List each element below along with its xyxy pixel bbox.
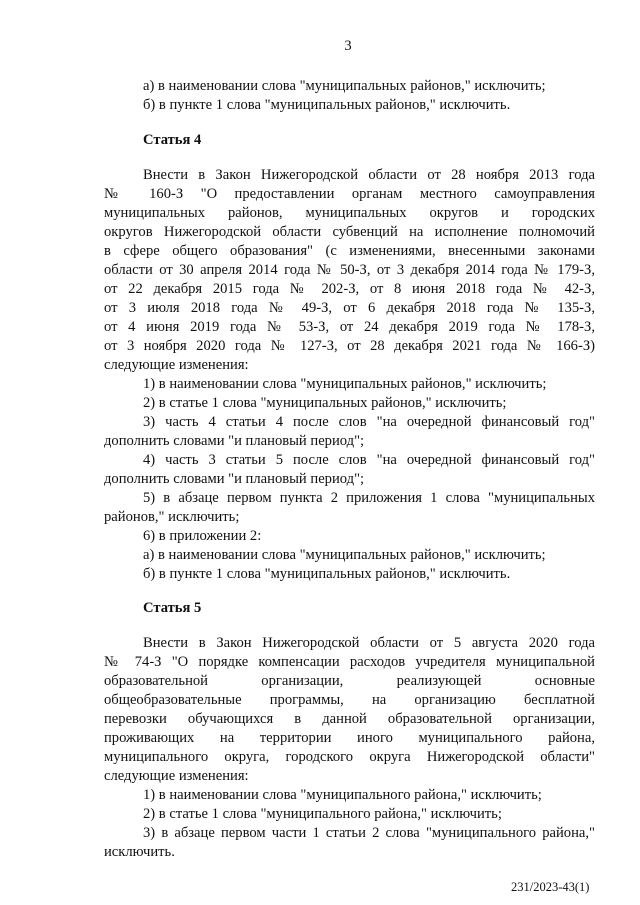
article-4-item: 5) в абзаце первом пункта 2 приложения 1 слова "муниципальных bbox=[143, 490, 595, 506]
article-4-heading: Статья 4 bbox=[143, 132, 202, 148]
article-4-paragraph-line: от 3 июля 2018 года № 49-З, от 6 декабря 2018 года № 135-З, bbox=[104, 300, 595, 316]
article-5-paragraph-line: муниципального округа, городского округа Нижегородской области" bbox=[104, 749, 595, 765]
article-5-item: 2) в статье 1 слова "муниципального района," исключить; bbox=[143, 806, 502, 822]
article-4-item: 1) в наименовании слова "муниципальных районов," исключить; bbox=[143, 376, 547, 392]
article-4-paragraph-line: № 160-З "О предоставлении органам местного самоуправления bbox=[104, 186, 595, 202]
article-5-paragraph-line: № 74-З "О порядке компенсации расходов учредителя муниципальной bbox=[104, 654, 595, 670]
article-5-paragraph-line: общеобразовательные программы, на организацию бесплатной bbox=[104, 692, 595, 708]
article-4-item: дополнить словами "и плановый период"; bbox=[104, 471, 365, 487]
article-4-item: дополнить словами "и плановый период"; bbox=[104, 433, 365, 449]
article-4-item: 4) часть 3 статьи 5 после слов "на очередной финансовый год" bbox=[143, 452, 595, 468]
article-4-paragraph-line: области от 30 апреля 2014 года № 50-З, от 3 декабря 2014 года № 179-З, bbox=[104, 262, 595, 278]
article-4-item: 6) в приложении 2: bbox=[143, 528, 262, 544]
page-number: 3 bbox=[344, 38, 352, 54]
article-5-paragraph-line: перевозки обучающихся в данной образовательной организации, bbox=[104, 711, 595, 727]
article-4-item: районов," исключить; bbox=[104, 509, 240, 525]
article-4-item: б) в пункте 1 слова "муниципальных районов," исключить. bbox=[143, 566, 511, 582]
article-5-heading: Статья 5 bbox=[143, 600, 202, 616]
article-5-item: 1) в наименовании слова "муниципального района," исключить; bbox=[143, 787, 542, 803]
article-5-item: исключить. bbox=[104, 844, 175, 860]
article-4-item: 3) часть 4 статьи 4 после слов "на очередной финансовый год" bbox=[143, 414, 595, 430]
article-4-paragraph-line: муниципальных районов, муниципальных округов и городских bbox=[104, 205, 595, 221]
article-4-paragraph-line: от 4 июня 2019 года № 53-З, от 24 декабря 2019 года № 178-З, bbox=[104, 319, 595, 335]
intro-line: б) в пункте 1 слова "муниципальных районов," исключить. bbox=[143, 97, 511, 113]
article-4-paragraph-line: в сфере общего образования" (с изменениями, внесенными законами bbox=[104, 243, 595, 259]
article-5-paragraph-line: следующие изменения: bbox=[104, 768, 249, 784]
article-4-paragraph-line: Внести в Закон Нижегородской области от 28 ноября 2013 года bbox=[143, 167, 595, 183]
article-4-paragraph-line: округов Нижегородской области субвенций на исполнение полномочий bbox=[104, 224, 595, 240]
article-5-item: 3) в абзаце первом части 1 статьи 2 слова "муниципального района," bbox=[143, 825, 595, 841]
article-5-paragraph-line: проживающих на территории иного муниципального района, bbox=[104, 730, 595, 746]
article-4-item: 2) в статье 1 слова "муниципальных районов," исключить; bbox=[143, 395, 507, 411]
article-5-paragraph-line: Внести в Закон Нижегородской области от 5 августа 2020 года bbox=[143, 635, 595, 651]
article-5-paragraph-line: образовательной организации, реализующей основные bbox=[104, 673, 595, 689]
article-4-paragraph-line: от 3 ноября 2020 года № 127-З, от 28 декабря 2021 года № 166-З) bbox=[104, 338, 595, 354]
article-4-item: а) в наименовании слова "муниципальных районов," исключить; bbox=[143, 547, 546, 563]
article-4-paragraph-line: от 22 декабря 2015 года № 202-З, от 8 июня 2018 года № 42-З, bbox=[104, 281, 595, 297]
intro-line: а) в наименовании слова "муниципальных районов," исключить; bbox=[143, 78, 546, 94]
article-4-paragraph-line: следующие изменения: bbox=[104, 357, 249, 373]
document-code: 231/2023-43(1) bbox=[511, 880, 590, 894]
